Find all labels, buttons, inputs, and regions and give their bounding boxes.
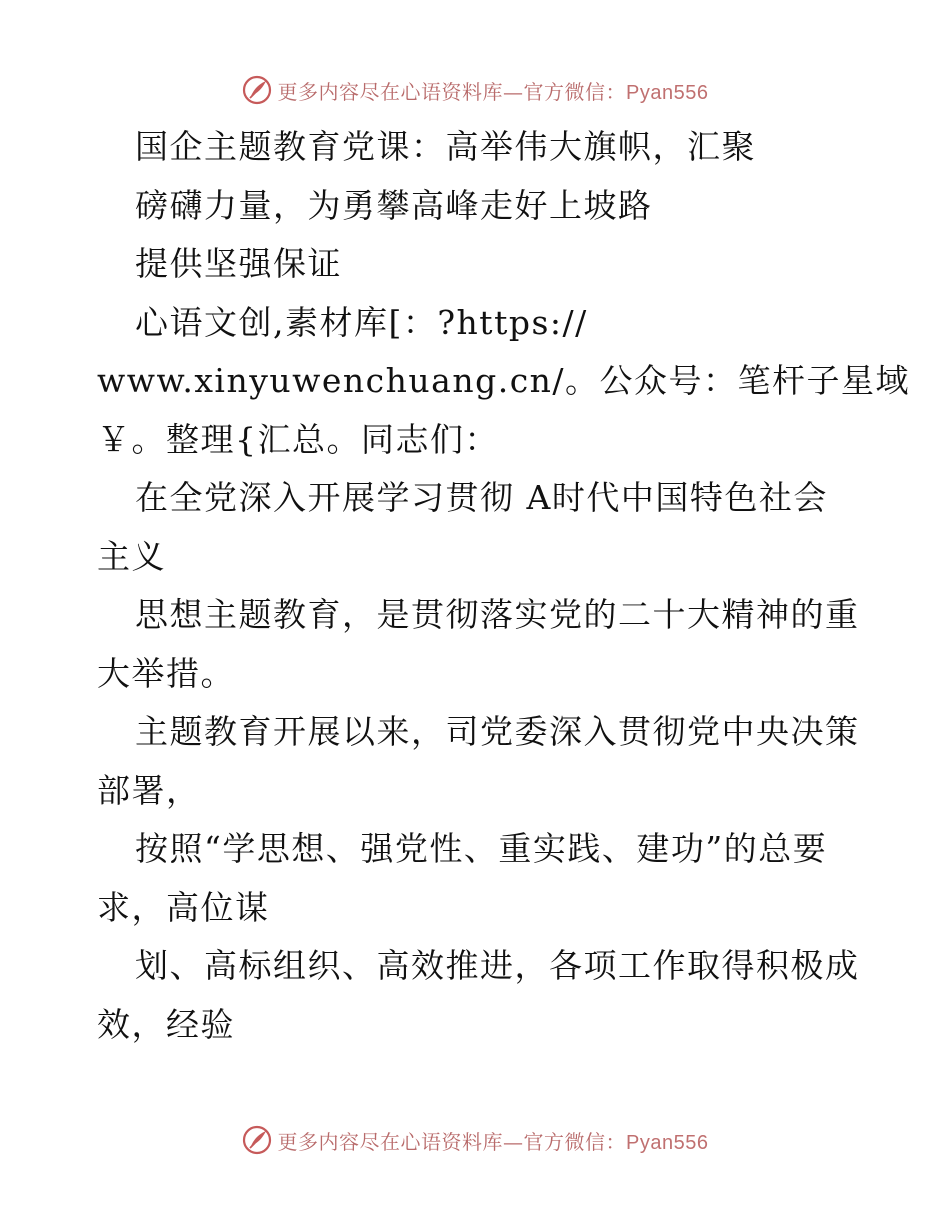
quill-logo-icon (242, 75, 272, 105)
doc-line-paragraph-5a: 划、高标组织、高效推进，各项工作取得积极成 (135, 946, 860, 985)
footer-watermark (0, 1120, 950, 1160)
header-wechat-id: Pyan556 (626, 81, 709, 104)
footer-wechat-label: 官方微信： (523, 1129, 627, 1154)
header-watermark-text (278, 76, 709, 105)
doc-line-title-1: 国企主题教育党课：高举伟大旗帜，汇聚 (135, 127, 756, 166)
doc-line-paragraph-4b: 求，高位谋 (97, 887, 270, 927)
doc-line-title-3: 提供坚强保证 (135, 244, 342, 283)
footer-wechat-id: Pyan556 (626, 1131, 709, 1154)
doc-line-paragraph-2b: 大举措。 (97, 653, 235, 693)
doc-line-paragraph-4a: 按照“学思想、强党性、重实践、建功”的总要 (135, 829, 828, 868)
doc-line-paragraph-1b: 主义 (97, 536, 166, 576)
footer-watermark-text (278, 1126, 709, 1155)
doc-line-paragraph-1a: 在全党深入开展学习贯彻 A时代中国特色社会 (135, 478, 828, 517)
quill-logo-icon (242, 1125, 272, 1155)
doc-line-paragraph-2a: 思想主题教育，是贯彻落实党的二十大精神的重 (135, 595, 860, 634)
footer-site-name: 更多内容尽在心语资料库 (277, 1129, 504, 1154)
doc-line-url: www.xinyuwenchuang.cn/。公众号：笔杆子星域 (97, 361, 911, 400)
doc-line-paragraph-3b: 部署， (97, 770, 201, 810)
footer-dash: — (503, 1129, 524, 1154)
doc-line-paragraph-5b: 效，经验 (97, 1004, 235, 1044)
doc-line-source: 心语文创,素材库[：?https:// (135, 302, 588, 342)
header-site-name: 更多内容尽在心语资料库 (277, 79, 504, 104)
document-body (97, 118, 911, 1054)
doc-line-title-2: 磅礴力量，为勇攀高峰走好上坡路 (135, 185, 653, 225)
doc-line-greeting: ￥。整理{汇总。同志们： (97, 419, 499, 459)
header-watermark (0, 70, 950, 110)
doc-line-paragraph-3a: 主题教育开展以来，司党委深入贯彻党中央决策 (135, 712, 860, 751)
header-wechat-label: 官方微信： (523, 79, 627, 104)
header-dash: — (503, 79, 524, 104)
